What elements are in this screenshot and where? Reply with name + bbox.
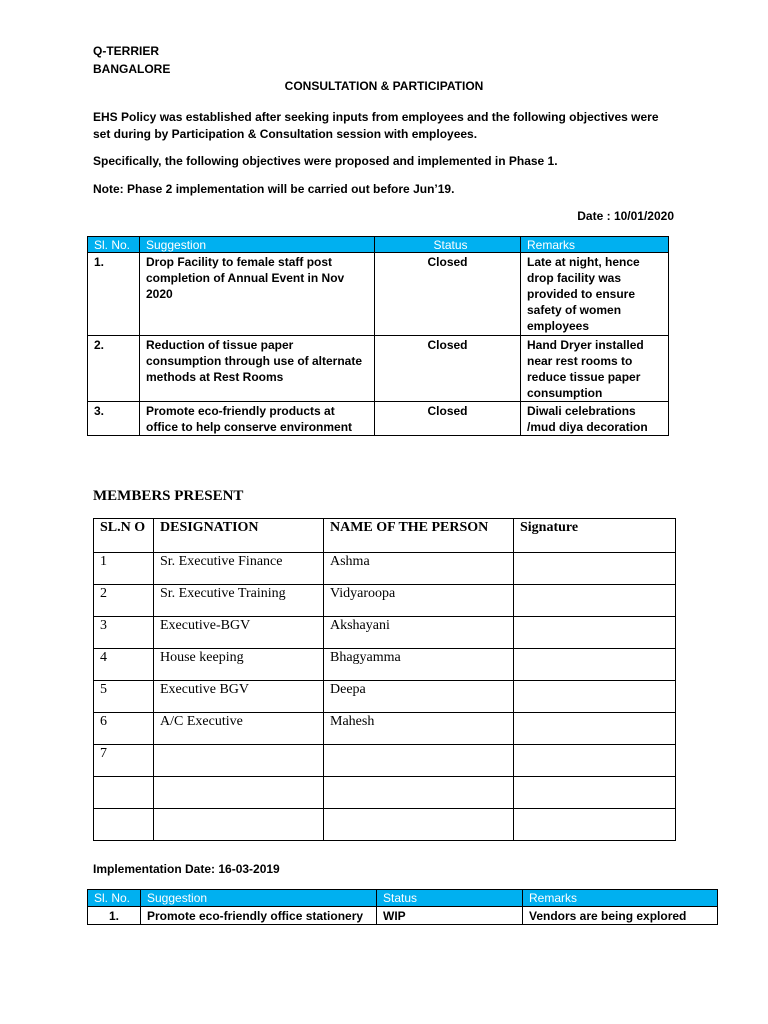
cell-designation: Sr. Executive Training [154,585,324,617]
document-title: CONSULTATION & PARTICIPATION [284,79,484,93]
cell-signature [514,745,676,777]
cell-sl-no: 1. [88,253,140,336]
implementation-table [87,889,718,925]
header-sl-no: Sl. No. [88,890,141,907]
cell-designation [154,777,324,809]
cell-sl-no: 1 [94,553,154,585]
organization-name: Q-TERRIER [93,44,159,58]
document-date: Date : 10/01/2020 [577,209,674,223]
table-row [88,402,669,436]
implementation-date: Implementation Date: 16-03-2019 [93,862,280,876]
cell-signature [514,649,676,681]
cell-person-name: Akshayani [324,617,514,649]
cell-person-name [324,809,514,841]
cell-designation [154,745,324,777]
organization-city: BANGALORE [93,62,171,76]
cell-sl-no [94,777,154,809]
table-row [94,649,676,681]
cell-signature [514,777,676,809]
cell-person-name [324,777,514,809]
header-sl-no: SL.N O [94,519,154,553]
intro-paragraph: EHS Policy was established after seeking inputs from employees and the following objectives were set during by Participation & Consultation session with employees. [93,110,659,141]
cell-designation [154,809,324,841]
header-person-name: NAME OF THE PERSON [324,519,514,553]
cell-signature [514,809,676,841]
cell-sl-no: 3. [88,402,140,436]
cell-sl-no: 6 [94,713,154,745]
cell-person-name: Vidyaroopa [324,585,514,617]
cell-sl-no: 2. [88,336,140,402]
cell-remarks: Hand Dryer installed near rest rooms to reduce tissue paper consumption [521,336,669,402]
header-signature: Signature [514,519,676,553]
members-header-row [94,519,676,553]
header-designation: DESIGNATION [154,519,324,553]
table-row [94,617,676,649]
members-heading: MEMBERS PRESENT [93,488,244,504]
cell-remarks: Late at night, hence drop facility was provided to ensure safety of women employees [521,253,669,336]
header-status: Status [377,890,523,907]
cell-person-name: Ashma [324,553,514,585]
cell-sl-no: 2 [94,585,154,617]
cell-suggestion: Drop Facility to female staff post completion of Annual Event in Nov 2020 [140,253,375,336]
cell-signature [514,617,676,649]
cell-signature [514,713,676,745]
table-row [94,681,676,713]
cell-designation: A/C Executive [154,713,324,745]
table-row [94,585,676,617]
cell-designation: House keeping [154,649,324,681]
header-remarks: Remarks [521,237,669,253]
cell-sl-no: 7 [94,745,154,777]
cell-person-name: Deepa [324,681,514,713]
header-suggestion: Suggestion [140,237,375,253]
header-suggestion: Suggestion [141,890,377,907]
cell-sl-no: 4 [94,649,154,681]
table-row [88,253,669,336]
table-row [88,907,718,925]
cell-designation: Executive BGV [154,681,324,713]
table-header-row [88,237,669,253]
cell-status: Closed [375,402,521,436]
cell-person-name: Bhagyamma [324,649,514,681]
cell-sl-no: 3 [94,617,154,649]
members-table [93,518,676,841]
table-row [94,745,676,777]
cell-suggestion: Reduction of tissue paper consumption through use of alternate methods at Rest Rooms [140,336,375,402]
cell-remarks: Diwali celebrations /mud diya decoration [521,402,669,436]
cell-designation: Executive-BGV [154,617,324,649]
cell-signature [514,681,676,713]
cell-sl-no [94,809,154,841]
cell-sl-no: 5 [94,681,154,713]
cell-remarks: Vendors are being explored [523,907,718,925]
cell-suggestion: Promote eco-friendly office stationery [141,907,377,925]
cell-status: Closed [375,336,521,402]
objectives-table [87,236,669,436]
cell-person-name [324,745,514,777]
table-row [94,553,676,585]
table-row [94,777,676,809]
cell-signature [514,553,676,585]
header-remarks: Remarks [523,890,718,907]
table-row [94,809,676,841]
cell-sl-no: 1. [88,907,141,925]
cell-signature [514,585,676,617]
table-header-row [88,890,718,907]
header-sl-no: Sl. No. [88,237,140,253]
cell-designation: Sr. Executive Finance [154,553,324,585]
table-row [88,336,669,402]
header-status: Status [375,237,521,253]
cell-status: Closed [375,253,521,336]
phase-note: Note: Phase 2 implementation will be carried out before Jun’19. [93,182,455,196]
phase-paragraph: Specifically, the following objectives were proposed and implemented in Phase 1. [93,154,558,168]
table-row [94,713,676,745]
cell-status: WIP [377,907,523,925]
cell-suggestion: Promote eco-friendly products at office to help conserve environment [140,402,375,436]
cell-person-name: Mahesh [324,713,514,745]
